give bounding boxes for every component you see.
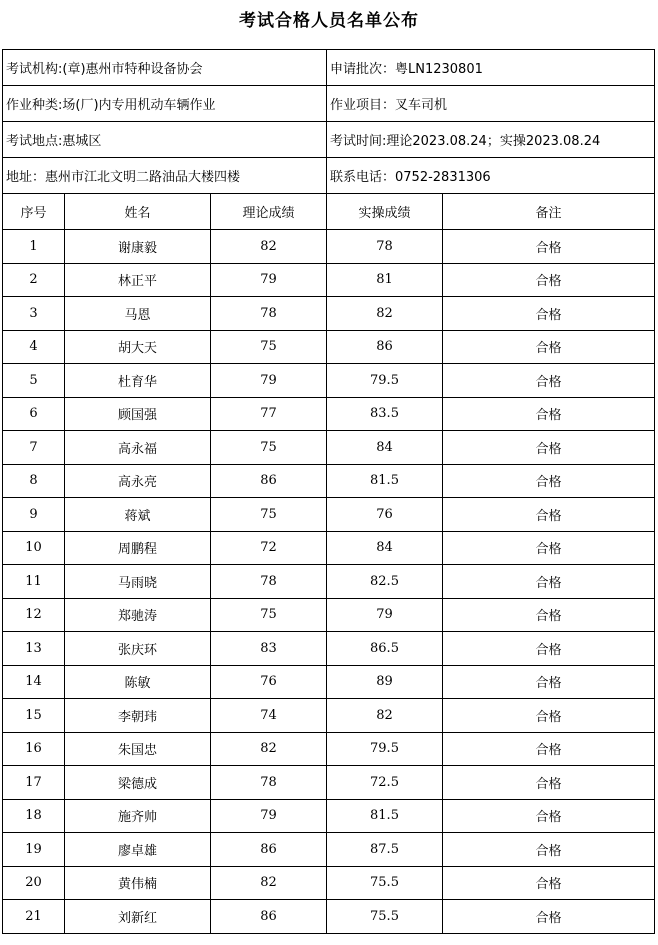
table-row <box>3 531 655 565</box>
cell-seq: 10 <box>3 531 65 565</box>
table-row <box>3 632 655 666</box>
cell-remark: 合格 <box>443 665 655 699</box>
header-remark: 备注 <box>443 194 655 230</box>
table-row <box>3 565 655 599</box>
cell-theory-score: 75 <box>211 598 327 632</box>
cell-remark: 合格 <box>443 397 655 431</box>
cell-name: 周鹏程 <box>65 531 211 565</box>
cell-seq: 16 <box>3 732 65 766</box>
cell-practical-score: 86.5 <box>327 632 443 666</box>
cell-theory-score: 83 <box>211 632 327 666</box>
cell-practical-score: 81 <box>327 263 443 297</box>
results-table <box>2 49 655 934</box>
cell-name: 梁德成 <box>65 766 211 800</box>
table-row <box>3 263 655 297</box>
cell-practical-score: 82 <box>327 297 443 331</box>
cell-practical-score: 79 <box>327 598 443 632</box>
cell-name: 刘新红 <box>65 900 211 934</box>
cell-remark: 合格 <box>443 464 655 498</box>
cell-practical-score: 84 <box>327 431 443 465</box>
exam-time: 考试时间:理论2023.08.24；实操2023.08.24 <box>327 122 655 158</box>
cell-remark: 合格 <box>443 632 655 666</box>
cell-practical-score: 75.5 <box>327 900 443 934</box>
cell-seq: 5 <box>3 364 65 398</box>
exam-org: 考试机构:(章)惠州市特种设备协会 <box>3 50 327 86</box>
cell-name: 林正平 <box>65 263 211 297</box>
cell-practical-score: 81.5 <box>327 464 443 498</box>
cell-practical-score: 89 <box>327 665 443 699</box>
cell-seq: 17 <box>3 766 65 800</box>
cell-theory-score: 82 <box>211 866 327 900</box>
info-row-2 <box>3 86 655 122</box>
cell-name: 廖卓雄 <box>65 833 211 867</box>
cell-practical-score: 79.5 <box>327 732 443 766</box>
cell-name: 陈敏 <box>65 665 211 699</box>
work-item: 作业项目：叉车司机 <box>327 86 655 122</box>
cell-name: 杜育华 <box>65 364 211 398</box>
cell-seq: 18 <box>3 799 65 833</box>
cell-practical-score: 82.5 <box>327 565 443 599</box>
cell-seq: 14 <box>3 665 65 699</box>
table-row <box>3 833 655 867</box>
cell-seq: 9 <box>3 498 65 532</box>
cell-remark: 合格 <box>443 699 655 733</box>
cell-theory-score: 86 <box>211 900 327 934</box>
cell-theory-score: 78 <box>211 565 327 599</box>
cell-seq: 15 <box>3 699 65 733</box>
cell-practical-score: 83.5 <box>327 397 443 431</box>
cell-remark: 合格 <box>443 900 655 934</box>
table-row <box>3 665 655 699</box>
cell-remark: 合格 <box>443 799 655 833</box>
table-row <box>3 431 655 465</box>
table-row <box>3 230 655 264</box>
cell-name: 马雨晓 <box>65 565 211 599</box>
info-row-4 <box>3 158 655 194</box>
contact-phone: 联系电话：0752-2831306 <box>327 158 655 194</box>
cell-seq: 3 <box>3 297 65 331</box>
table-row <box>3 900 655 934</box>
cell-practical-score: 87.5 <box>327 833 443 867</box>
cell-practical-score: 86 <box>327 330 443 364</box>
cell-seq: 1 <box>3 230 65 264</box>
cell-theory-score: 72 <box>211 531 327 565</box>
cell-seq: 19 <box>3 833 65 867</box>
cell-name: 郑驰涛 <box>65 598 211 632</box>
cell-name: 李朝玮 <box>65 699 211 733</box>
cell-name: 谢康毅 <box>65 230 211 264</box>
cell-theory-score: 82 <box>211 732 327 766</box>
cell-remark: 合格 <box>443 598 655 632</box>
cell-name: 高永亮 <box>65 464 211 498</box>
cell-theory-score: 75 <box>211 330 327 364</box>
cell-name: 胡大天 <box>65 330 211 364</box>
cell-remark: 合格 <box>443 565 655 599</box>
cell-practical-score: 82 <box>327 699 443 733</box>
cell-theory-score: 79 <box>211 364 327 398</box>
cell-remark: 合格 <box>443 330 655 364</box>
cell-seq: 6 <box>3 397 65 431</box>
cell-remark: 合格 <box>443 531 655 565</box>
cell-remark: 合格 <box>443 498 655 532</box>
cell-name: 马恩 <box>65 297 211 331</box>
application-batch: 申请批次：粤LN1230801 <box>327 50 655 86</box>
table-row <box>3 464 655 498</box>
table-row <box>3 598 655 632</box>
cell-name: 张庆环 <box>65 632 211 666</box>
cell-remark: 合格 <box>443 833 655 867</box>
cell-seq: 4 <box>3 330 65 364</box>
cell-practical-score: 84 <box>327 531 443 565</box>
table-row <box>3 866 655 900</box>
cell-remark: 合格 <box>443 263 655 297</box>
cell-theory-score: 77 <box>211 397 327 431</box>
table-row <box>3 799 655 833</box>
cell-seq: 21 <box>3 900 65 934</box>
cell-remark: 合格 <box>443 732 655 766</box>
address: 地址：惠州市江北文明二路油品大楼四楼 <box>3 158 327 194</box>
info-row-3 <box>3 122 655 158</box>
cell-seq: 7 <box>3 431 65 465</box>
table-row <box>3 397 655 431</box>
cell-theory-score: 74 <box>211 699 327 733</box>
cell-theory-score: 86 <box>211 464 327 498</box>
cell-seq: 12 <box>3 598 65 632</box>
header-theory-score: 理论成绩 <box>211 194 327 230</box>
cell-theory-score: 86 <box>211 833 327 867</box>
cell-theory-score: 79 <box>211 799 327 833</box>
cell-theory-score: 75 <box>211 498 327 532</box>
table-row <box>3 699 655 733</box>
table-header-row <box>3 194 655 230</box>
cell-theory-score: 78 <box>211 766 327 800</box>
table-row <box>3 766 655 800</box>
table-row <box>3 498 655 532</box>
cell-remark: 合格 <box>443 364 655 398</box>
cell-seq: 11 <box>3 565 65 599</box>
results-table-body <box>3 50 655 934</box>
cell-theory-score: 79 <box>211 263 327 297</box>
work-category: 作业种类:场(厂)内专用机动车辆作业 <box>3 86 327 122</box>
cell-practical-score: 78 <box>327 230 443 264</box>
cell-name: 蒋斌 <box>65 498 211 532</box>
cell-remark: 合格 <box>443 866 655 900</box>
cell-practical-score: 79.5 <box>327 364 443 398</box>
table-row <box>3 297 655 331</box>
cell-seq: 8 <box>3 464 65 498</box>
cell-seq: 2 <box>3 263 65 297</box>
cell-remark: 合格 <box>443 766 655 800</box>
cell-name: 朱国忠 <box>65 732 211 766</box>
exam-location: 考试地点:惠城区 <box>3 122 327 158</box>
cell-practical-score: 72.5 <box>327 766 443 800</box>
cell-theory-score: 82 <box>211 230 327 264</box>
cell-theory-score: 75 <box>211 431 327 465</box>
header-seq: 序号 <box>3 194 65 230</box>
cell-practical-score: 75.5 <box>327 866 443 900</box>
cell-seq: 20 <box>3 866 65 900</box>
cell-seq: 13 <box>3 632 65 666</box>
table-row <box>3 364 655 398</box>
header-practical-score: 实操成绩 <box>327 194 443 230</box>
cell-remark: 合格 <box>443 297 655 331</box>
table-row <box>3 732 655 766</box>
cell-theory-score: 76 <box>211 665 327 699</box>
page-title: 考试合格人员名单公布 <box>239 10 419 31</box>
cell-name: 施齐帅 <box>65 799 211 833</box>
cell-remark: 合格 <box>443 431 655 465</box>
cell-name: 顾国强 <box>65 397 211 431</box>
cell-name: 高永福 <box>65 431 211 465</box>
cell-remark: 合格 <box>443 230 655 264</box>
cell-theory-score: 78 <box>211 297 327 331</box>
table-row <box>3 330 655 364</box>
header-name: 姓名 <box>65 194 211 230</box>
info-row-1 <box>3 50 655 86</box>
cell-practical-score: 76 <box>327 498 443 532</box>
cell-name: 黄伟楠 <box>65 866 211 900</box>
cell-practical-score: 81.5 <box>327 799 443 833</box>
